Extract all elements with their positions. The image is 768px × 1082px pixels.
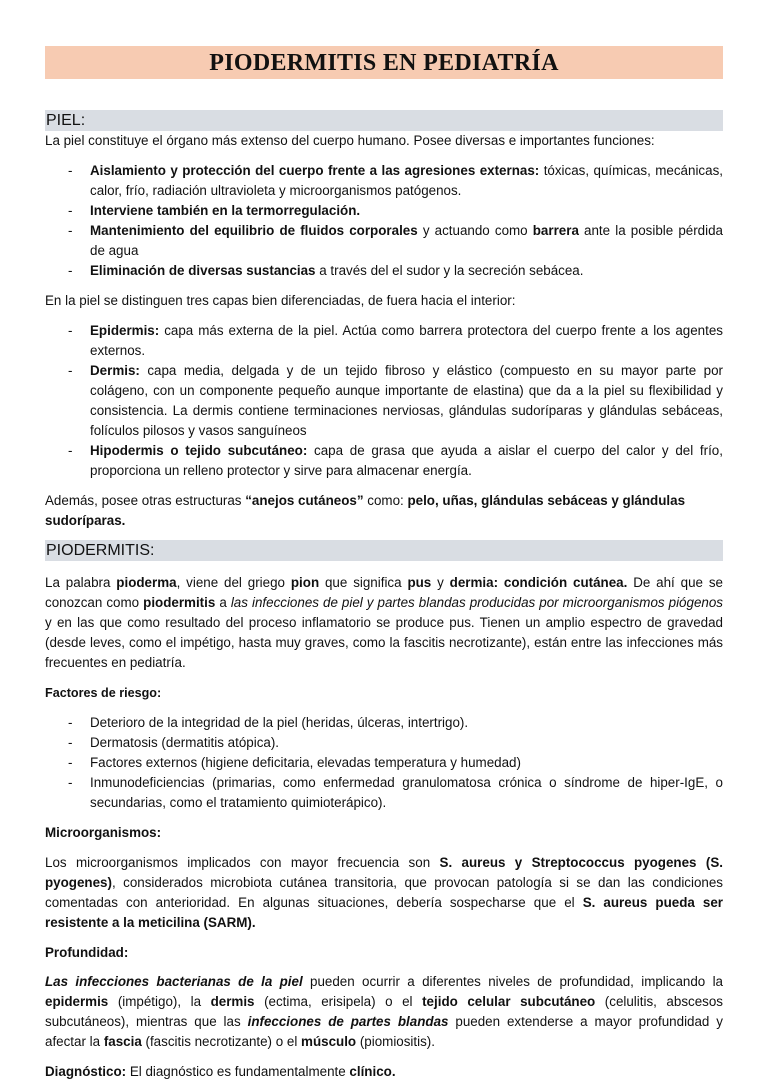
functions-list bbox=[45, 161, 723, 281]
list-item: - Factores externos (higiene deficitaria, elevadas temperatura y humedad) bbox=[68, 755, 521, 770]
section-heading-piel: PIEL: bbox=[45, 110, 723, 131]
list-item: - Eliminación de diversas sustancias a través del el sudor y la secreción sebácea. bbox=[68, 263, 584, 278]
depth-paragraph: Las infecciones bacterianas de la piel pueden ocurrir a diferentes niveles de profundidad, implicando la epidermis (impétigo), la dermis (ectima, erisipela) o el tejido celular subcutáneo (celulitis, abscesos subcutáneos), mientras que las infecciones de partes blandas pueden extenderse a mayor profundidad y afectar la fascia (fascitis necrotizante) o el músculo (piomiositis). bbox=[45, 974, 723, 1049]
list-item: - Deterioro de la integridad de la piel (heridas, úlceras, intertrigo). bbox=[68, 715, 469, 730]
list-item: - Dermatosis (dermatitis atópica). bbox=[68, 735, 280, 750]
list-item: - Mantenimiento del equilibrio de fluidos corporales y actuando como barrera ante la posible pérdida de agua bbox=[68, 223, 723, 258]
section-heading-piodermitis: PIODERMITIS: bbox=[45, 540, 723, 561]
layers-intro: En la piel se distinguen tres capas bien diferenciadas, de fuera hacia el interior: bbox=[45, 293, 516, 308]
list-item: - Aislamiento y protección del cuerpo frente a las agresiones externas: tóxicas, químicas, mecánicas, calor, frío, radiación ultravioleta y microorganismos patógenos. bbox=[68, 163, 723, 198]
annex-paragraph: Además, posee otras estructuras “anejos cutáneos” como: pelo, uñas, glándulas sebáceas y glándulas sudoríparas. bbox=[45, 493, 686, 528]
list-item: - Interviene también en la termorregulación. bbox=[68, 203, 361, 218]
title-banner bbox=[45, 46, 723, 79]
piel-intro: La piel constituye el órgano más extenso del cuerpo humano. Posee diversas e importantes funciones: bbox=[45, 133, 655, 148]
depth-heading: Profundidad: bbox=[45, 945, 129, 960]
list-item: - Dermis: capa media, delgada y de un tejido fibroso y elástico (compuesto en su mayor parte por colágeno, con un componente pequeño aunque importante de elastina) que da a la piel su flexibilidad y consistencia. La dermis contiene terminaciones nerviosas, glándulas sudoríparas y glándulas sebáceas, folículos pilosos y vasos sanguíneos bbox=[68, 363, 723, 438]
risk-list bbox=[45, 713, 723, 813]
list-item: - Hipodermis o tejido subcutáneo: capa de grasa que ayuda a aislar el cuerpo del calor y del frío, proporciona un relleno protector y sirve para almacenar energía. bbox=[68, 443, 723, 478]
document-title: PIODERMITIS EN PEDIATRÍA bbox=[209, 49, 559, 76]
micro-heading: Microorganismos: bbox=[45, 825, 162, 840]
list-item: - Inmunodeficiencias (primarias, como enfermedad granulomatosa crónica o síndrome de hiper-IgE, o secundarias, como el tratamiento quimioterápico). bbox=[68, 775, 723, 810]
risk-heading: Factores de riesgo: bbox=[45, 686, 162, 700]
list-item: - Epidermis: capa más externa de la piel. Actúa como barrera protectora del cuerpo frente a los agentes externos. bbox=[68, 323, 723, 358]
piodermitis-paragraph: La palabra pioderma, viene del griego pion que significa pus y dermia: condición cutánea. De ahí que se conozcan como piodermitis a las infecciones de piel y partes blandas producidas por microorganismos piógenos y en las que como resultado del proceso inflamatorio se produce pus. Tienen un amplio espectro de gravedad (desde leves, como el impétigo, hasta muy graves, como la fascitis necrotizante), están entre las infecciones más frecuentes en pediatría. bbox=[45, 575, 723, 670]
micro-paragraph: Los microorganismos implicados con mayor frecuencia son S. aureus y Streptococcus pyogenes (S. pyogenes), considerados microbiota cutánea transitoria, que provocan patología si se dan las condiciones comentadas con anterioridad. En algunas situaciones, debería sospecharse que el S. aureus pueda ser resistente a la meticilina (SARM). bbox=[45, 855, 723, 930]
layers-list bbox=[45, 321, 723, 481]
document-page bbox=[45, 46, 723, 1082]
diagnosis-paragraph: Diagnóstico: El diagnóstico es fundamentalmente clínico. bbox=[45, 1064, 396, 1079]
